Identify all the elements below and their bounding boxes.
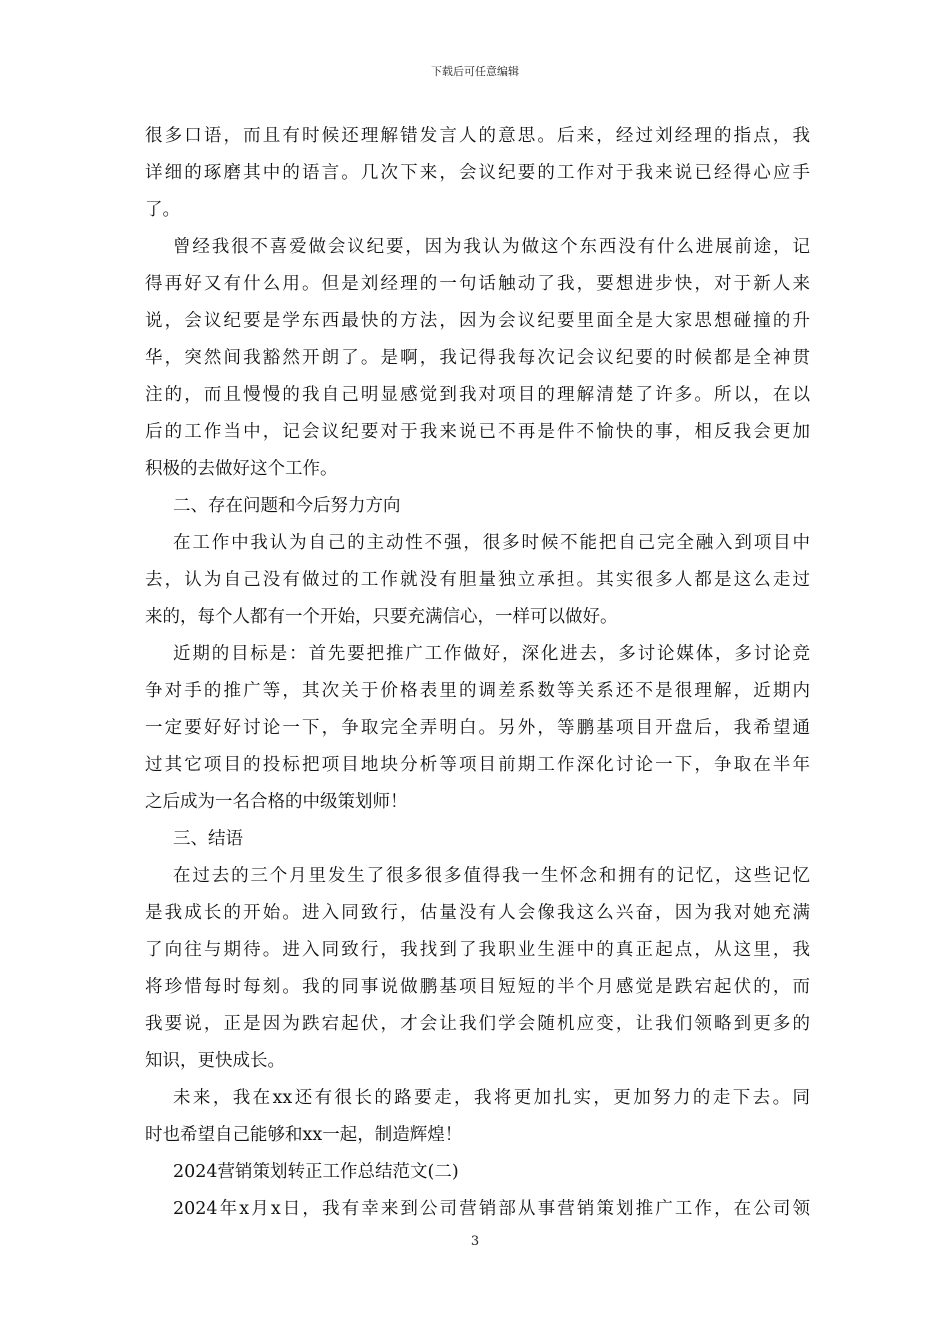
paragraph-line: 很多口语，而且有时候还理解错发言人的意思。后来，经过刘经理的指点，我 — [145, 126, 810, 146]
paragraph-line: 去，认为自己没有做过的工作就没有胆量独立承担。其实很多人都是这么走过 — [145, 570, 810, 590]
paragraph-line: 过其它项目的投标把项目地块分析等项目前期工作深化讨论一下，争取在半年 — [145, 755, 810, 775]
paragraph-line: 2024年x月x日，我有幸来到公司营销部从事营销策划推广工作，在公司领 — [173, 1199, 810, 1219]
paragraph-line: 华，突然间我豁然开朗了。是啊，我记得我每次记会议纪要的时候都是全神贯 — [145, 348, 810, 368]
paragraph-line: 争对手的推广等，其次关于价格表里的调差系数等关系还不是很理解，近期内 — [145, 681, 810, 701]
paragraph-line: 将珍惜每时每刻。我的同事说做鹏基项目短短的半个月感觉是跌宕起伏的，而 — [145, 977, 810, 997]
paragraph-line: 积极的去做好这个工作。 — [145, 459, 338, 479]
paragraph-line: 我要说，正是因为跌宕起伏，才会让我们学会随机应变，让我们领略到更多的 — [145, 1014, 810, 1034]
section-heading: 2024营销策划转正工作总结范文(二) — [173, 1162, 459, 1182]
paragraph-line: 在过去的三个月里发生了很多很多值得我一生怀念和拥有的记忆，这些记忆 — [173, 866, 810, 886]
page-number: 3 — [470, 1234, 480, 1249]
page-header: 下载后可任意编辑 — [431, 65, 519, 78]
paragraph-line: 一定要好好讨论一下，争取完全弄明白。另外，等鹏基项目开盘后，我希望通 — [145, 718, 810, 738]
document-body — [145, 118, 810, 1228]
paragraph-line: 说，会议纪要是学东西最快的方法，因为会议纪要里面全是大家思想碰撞的升 — [145, 311, 810, 331]
paragraph-line: 了向往与期待。进入同致行，我找到了我职业生涯中的真正起点，从这里，我 — [145, 940, 810, 960]
paragraph-line: 了。 — [145, 200, 180, 220]
paragraph-line: 在工作中我认为自己的主动性不强，很多时候不能把自己完全融入到项目中 — [173, 533, 810, 553]
paragraph-line: 知识，更快成长。 — [145, 1051, 285, 1071]
paragraph-line: 来的，每个人都有一个开始，只要充满信心，一样可以做好。 — [145, 607, 618, 627]
paragraph-line: 注的，而且慢慢的我自己明显感觉到我对项目的理解清楚了许多。所以，在以 — [145, 385, 810, 405]
paragraph-line: 之后成为一名合格的中级策划师！ — [145, 792, 408, 812]
paragraph-line: 未来，我在xx还有很长的路要走，我将更加扎实，更加努力的走下去。同 — [173, 1088, 810, 1108]
paragraph-line: 近期的目标是：首先要把推广工作做好，深化进去，多讨论媒体，多讨论竞 — [173, 644, 810, 664]
paragraph-line: 后的工作当中，记会议纪要对于我来说已不再是件不愉快的事，相反我会更加 — [145, 422, 810, 442]
paragraph-line: 详细的琢磨其中的语言。几次下来，会议纪要的工作对于我来说已经得心应手 — [145, 163, 810, 183]
paragraph-line: 得再好又有什么用。但是刘经理的一句话触动了我，要想进步快，对于新人来 — [145, 274, 810, 294]
section-heading: 三、结语 — [173, 829, 243, 849]
paragraph-line: 是我成长的开始。进入同致行，估量没有人会像我这么兴奋，因为我对她充满 — [145, 903, 810, 923]
paragraph-line: 曾经我很不喜爱做会议纪要，因为我认为做这个东西没有什么进展前途，记 — [173, 237, 810, 257]
section-heading: 二、存在问题和今后努力方向 — [173, 496, 401, 516]
paragraph-line: 时也希望自己能够和xx一起，制造辉煌！ — [145, 1125, 463, 1145]
